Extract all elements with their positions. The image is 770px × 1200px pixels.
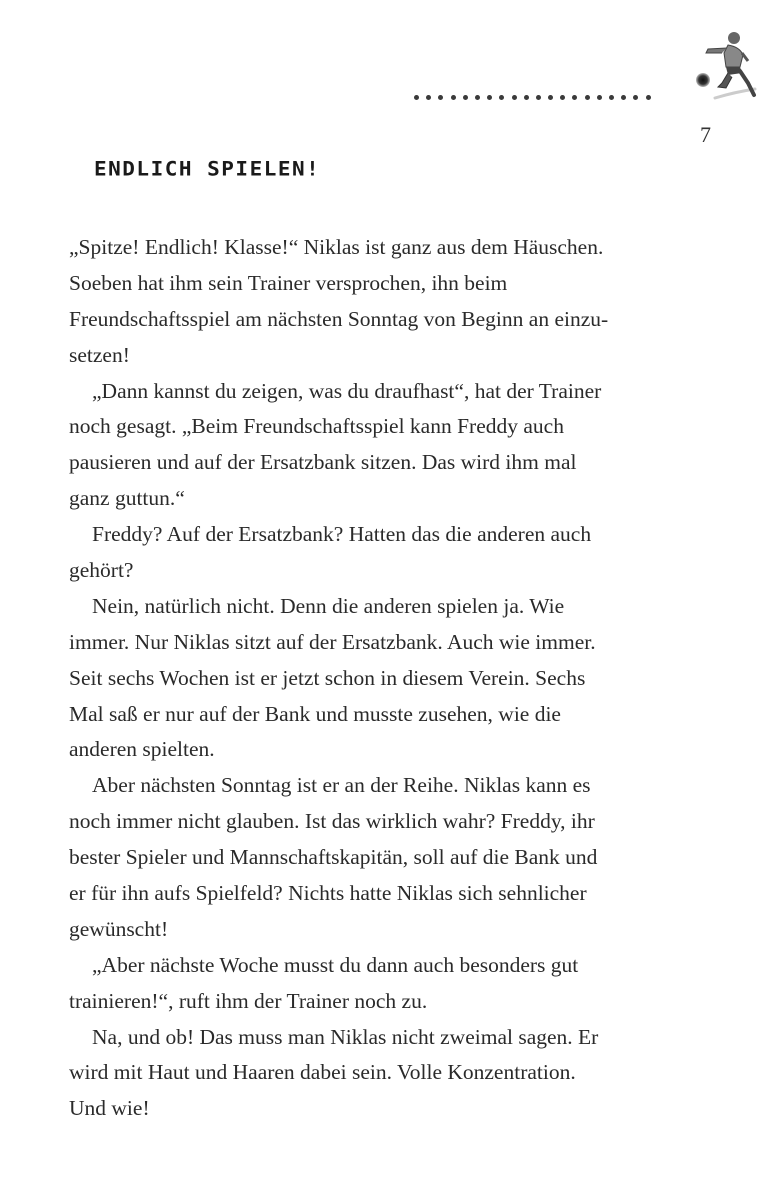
text-line: Und wie!	[69, 1096, 150, 1121]
dot	[646, 95, 651, 100]
dot	[451, 95, 456, 100]
dot	[438, 95, 443, 100]
dot	[487, 95, 492, 100]
text-line: „Dann kannst du zeigen, was du draufhast“, hat der Trainer	[92, 378, 602, 403]
dot	[609, 95, 614, 100]
dot	[585, 95, 590, 100]
dot	[597, 95, 602, 100]
soccer-player-icon	[660, 15, 760, 105]
text-line: Seit sechs Wochen ist er jetzt schon in diesem Verein. Sechs	[69, 665, 586, 690]
text-line: noch gesagt. „Beim Freundschaftsspiel kann Freddy auch	[69, 414, 564, 439]
dot	[560, 95, 565, 100]
dot	[414, 95, 419, 100]
text-line: Freundschaftsspiel am nächsten Sonntag von Beginn an einzu-	[69, 306, 609, 331]
text-line: Mal saß er nur auf der Bank und musste zusehen, wie die	[69, 701, 561, 726]
dot	[475, 95, 480, 100]
dot	[426, 95, 431, 100]
text-line: „Aber nächste Woche musst du dann auch besonders gut	[92, 952, 579, 977]
text-line: noch immer nicht glauben. Ist das wirklich wahr? Freddy, ihr	[69, 809, 595, 834]
dotted-rule	[414, 95, 658, 100]
dot	[524, 95, 529, 100]
dot	[621, 95, 626, 100]
text-line: Aber nächsten Sonntag ist er an der Reihe. Niklas kann es	[92, 773, 591, 798]
dot	[536, 95, 541, 100]
text-line: immer. Nur Niklas sitzt auf der Ersatzbank. Auch wie immer.	[69, 629, 596, 654]
chapter-title: ENDLICH SPIELEN!	[94, 157, 321, 181]
text-line: Freddy? Auf der Ersatzbank? Hatten das die anderen auch	[92, 522, 592, 547]
dot	[463, 95, 468, 100]
text-line: wird mit Haut und Haaren dabei sein. Volle Konzentration.	[69, 1060, 576, 1085]
text-line: Nein, natürlich nicht. Denn die anderen spielen ja. Wie	[92, 593, 565, 618]
text-line: gehört?	[69, 558, 134, 583]
text-line: setzen!	[69, 342, 130, 367]
text-line: ganz guttun.“	[69, 486, 185, 511]
text-line: Soeben hat ihm sein Trainer versprochen, ihn beim	[69, 270, 508, 295]
dot	[548, 95, 553, 100]
page-number: 7	[700, 122, 711, 147]
text-line: anderen spielten.	[69, 737, 215, 762]
text-line: er für ihn aufs Spielfeld? Nichts hatte Niklas sich sehnlicher	[69, 881, 587, 906]
dot	[633, 95, 638, 100]
text-line: pausieren und auf der Ersatzbank sitzen. Das wird ihm mal	[69, 450, 577, 475]
text-line: trainieren!“, ruft ihm der Trainer noch zu.	[69, 988, 428, 1013]
text-line: bester Spieler und Mannschaftskapitän, soll auf die Bank und	[69, 845, 598, 870]
text-line: Na, und ob! Das muss man Niklas nicht zweimal sagen. Er	[92, 1024, 599, 1049]
dot	[572, 95, 577, 100]
dot	[512, 95, 517, 100]
text-line: gewünscht!	[69, 916, 169, 941]
ball-icon	[696, 73, 710, 87]
dot	[499, 95, 504, 100]
text-line: „Spitze! Endlich! Klasse!“ Niklas ist ganz aus dem Häuschen.	[69, 235, 604, 259]
body-text	[69, 230, 659, 1127]
